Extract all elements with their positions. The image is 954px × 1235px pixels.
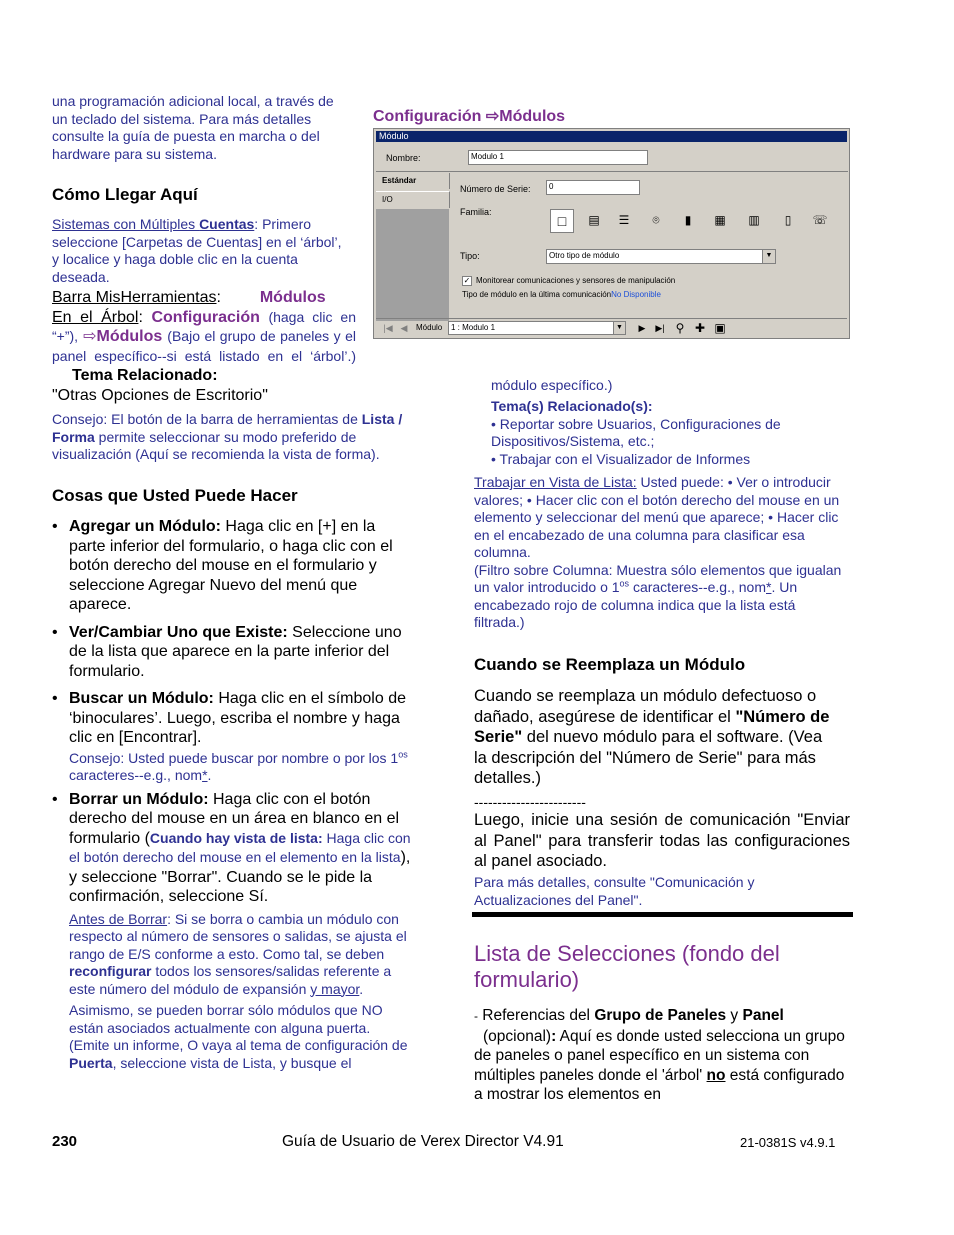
tema-value: "Otras Opciones de Escritorio"	[52, 386, 268, 404]
list-item: • Agregar un Módulo: Haga clic en [+] en la parte inferior del formulario, o haga clic con el botón derecho del mouse en el formulario y seleccione Agregar Nuevo del menú que aparece.	[52, 517, 412, 615]
navigation-block: Barra MisHerramientas: Módulos En el Árbol: Configuración (haga clic en “+”), ⇨Módulos (Bajo el grupo de paneles y el panel específico--si está listado en el ‘árbol’.) Tema Relacionado: "Otras Opciones de Escritorio"	[52, 289, 356, 404]
footer-code: 21-0381S v4.9.1	[740, 1135, 836, 1150]
antes-link[interactable]: Antes de Borrar	[69, 910, 168, 927]
window-title: Módulo	[376, 131, 847, 142]
view-toggle-icon[interactable]: ▣	[714, 321, 726, 335]
serie-input[interactable]: 0	[546, 180, 640, 195]
panel-icon[interactable]: □	[550, 209, 574, 233]
asimismo-note: Asimismo, se pueden borrar sólo módulos que NO están asociados actualmente con alguna puerta. (Emite un informe, O vaya al tema de configuración de Puerta, seleccione vista de Lista, y busque el	[69, 1002, 408, 1071]
arrow-icon: ⇨	[485, 108, 500, 125]
monitor-checkbox[interactable]: ✓	[463, 276, 471, 285]
chevron-down-icon[interactable]: ▼	[762, 250, 775, 263]
cuando-text: Cuando se reemplaza un módulo defectuoso o dañado, asegúrese de identificar el "Número de Serie" del nuevo módulo para el software. (Vea la descripción del "Número de Serie" para más detalles.)	[474, 687, 830, 787]
y-mayor-link[interactable]: y mayor	[310, 980, 360, 997]
para-mas-note: Para más detalles, consulte "Comunicación y Actualizaciones del Panel".	[474, 874, 755, 908]
wireless-icon[interactable]: ⌾	[652, 213, 660, 227]
family-icon-row	[550, 207, 840, 237]
door-icon[interactable]: ▤	[588, 213, 600, 227]
familia-label: Familia:	[460, 207, 492, 217]
figure-caption: Configuración ⇨Módulos	[373, 108, 566, 125]
list-item: • Buscar un Módulo: Haga clic en el símbolo de ‘binoculares’. Luego, escriba el nombre y haga clic en [Encontrar].	[52, 689, 412, 748]
module-window	[373, 128, 850, 339]
nombre-input[interactable]: Modulo 1	[468, 150, 648, 165]
referencias-text: - Referencias del Grupo de Paneles y Panel (opcional): Aquí es donde usted selecciona un grupo de paneles o panel específico en un sistema con múltiples paneles donde el 'árbol' no está configurado a mostrar los elementos en	[474, 1007, 845, 1103]
cuando-heading: Cuando se Reemplaza un Módulo	[474, 655, 746, 674]
tree-modulos[interactable]: Módulos	[96, 328, 163, 345]
tab-io[interactable]: I/O	[376, 191, 450, 208]
next-record-icon[interactable]: ▶	[638, 323, 646, 333]
tipo-select[interactable]: Otro tipo de módulo ▼	[546, 249, 776, 264]
como-llegar-heading: Cómo Llegar Aquí	[52, 185, 198, 204]
section-divider	[472, 912, 853, 917]
serie-label: Número de Serie:	[460, 184, 531, 194]
consejo-lista-forma: Consejo: El botón de la barra de herramientas de Lista / Forma permite seleccionar su modo preferido de visualización (Aquí se recomienda la vista de forma).	[52, 411, 403, 462]
footer-title: Guía de Usuario de Verex Director V4.91	[282, 1133, 564, 1150]
prev-record-icon[interactable]: ◀	[400, 323, 408, 333]
printer-icon[interactable]: ▦	[714, 213, 726, 227]
chevron-down-icon[interactable]: ▼	[613, 322, 625, 334]
relay-icon[interactable]: ▯	[784, 213, 792, 227]
monitor-label: Monitorear comunicaciones y sensores de manipulación	[476, 276, 676, 285]
intro-text: una programación adicional local, a través de un teclado del sistema. Para más detalles consulte la guía de puesta en marcha o del hardware para su sistema.	[52, 93, 334, 162]
tree-link[interactable]: En el Árbol	[52, 308, 139, 326]
first-record-icon[interactable]: |◀	[383, 323, 393, 333]
dash-separator: ------------------------	[474, 794, 586, 810]
tipo-label: Tipo:	[460, 251, 480, 261]
toolbar-modulos[interactable]: Módulos	[259, 289, 326, 306]
navigation-bar	[376, 318, 847, 337]
modulo-especifico: módulo específico.)	[491, 377, 613, 393]
antes-de-borrar-note: Antes de Borrar: Si se borra o cambia un módulo con respecto al número de sensores o salidas, se ajusta el rango de E/S conforme a esto. Como tal, se deben reconfigurar todos los sensores/salidas referente a este número del módulo de expansión y mayor.	[69, 910, 407, 997]
consejo-buscar: Consejo: Usted puede buscar por nombre o por los $1^{os}$ caracteres--e.g., nom*.	[69, 748, 408, 783]
multi-accounts-note: Sistemas con Múltiples Cuentas: Primero seleccione [Carpetas de Cuentas] en el ‘árbol’, y localice y haga doble clic en la cuenta deseada.	[52, 216, 342, 285]
trabajar-lista-note: Trabajar en Vista de Lista: Usted puede: • Ver o introducir valores; • Hacer clic con el botón derecho del mouse en un elemento y seleccionar del menú que aparece; • Hacer clic en el encabezado de una columna para clasificar esa columna. (Filtro sobre Columna: Muestra sólo elementos que igualan un valor introducido o $1^{os}$ caracteres--e.g., nom*. Un encabezado rojo de columna indica que la lista está filtrada.)	[474, 474, 842, 630]
list-icon[interactable]: ☰	[618, 213, 630, 227]
tab-estandar[interactable]: Estándar	[376, 173, 450, 189]
page-number: 230	[52, 1133, 78, 1150]
luego-text: Luego, inicie una sesión de comunicación "Enviar al Panel" para transferir todas las configuraciones al panel asociado.	[474, 811, 850, 870]
binoculars-icon[interactable]: ⚲	[675, 321, 685, 335]
temas-relacionados: Tema(s) Relacionado(s): • Reportar sobre Usuarios, Configuraciones de Dispositivos/Sistema, etc.; • Trabajar con el Visualizador de Informes	[491, 398, 781, 467]
io-icon[interactable]: ▥	[748, 213, 760, 227]
actions-list	[52, 517, 412, 1072]
nombre-label: Nombre:	[386, 153, 421, 163]
tree-config[interactable]: Configuración	[151, 308, 260, 326]
last-record-icon[interactable]: ▶|	[655, 323, 665, 333]
lista-heading: Lista de Selecciones (fondo del formulario)	[474, 941, 780, 992]
nav-label: Módulo	[416, 323, 443, 332]
arrow-icon: ⇨	[83, 328, 97, 345]
list-item: • Ver/Cambiar Uno que Existe: Seleccione uno de la lista que aparece en la parte inferior del formulario.	[52, 623, 412, 682]
list-item: • Borrar un Módulo: Haga clic con el botón derecho del mouse en un área en blanco en el formulario (Cuando hay vista de lista: Haga clic con el botón derecho del mouse en el elemento en la lista), y seleccione "Borrar". Cuando se le pide la confirmación, seleccione Sí.	[52, 790, 412, 907]
tema-label: Tema Relacionado:	[72, 367, 218, 384]
toolbar-link[interactable]: Barra MisHerramientas	[52, 289, 217, 306]
trabajar-link[interactable]: Trabajar en Vista de Lista:	[474, 474, 637, 490]
reader-icon[interactable]: ▮	[684, 213, 692, 227]
add-icon[interactable]: ✚	[694, 321, 706, 335]
phone-icon[interactable]: ☏	[812, 213, 828, 227]
cosas-heading: Cosas que Usted Puede Hacer	[52, 486, 298, 505]
ultimo-tipo: Tipo de módulo en la última comunicaciónNo Disponible	[462, 290, 661, 299]
multi-accounts-link[interactable]: Sistemas con Múltiples Cuentas	[52, 216, 255, 232]
nav-select[interactable]: 1 : Modulo 1 ▼	[448, 321, 626, 335]
